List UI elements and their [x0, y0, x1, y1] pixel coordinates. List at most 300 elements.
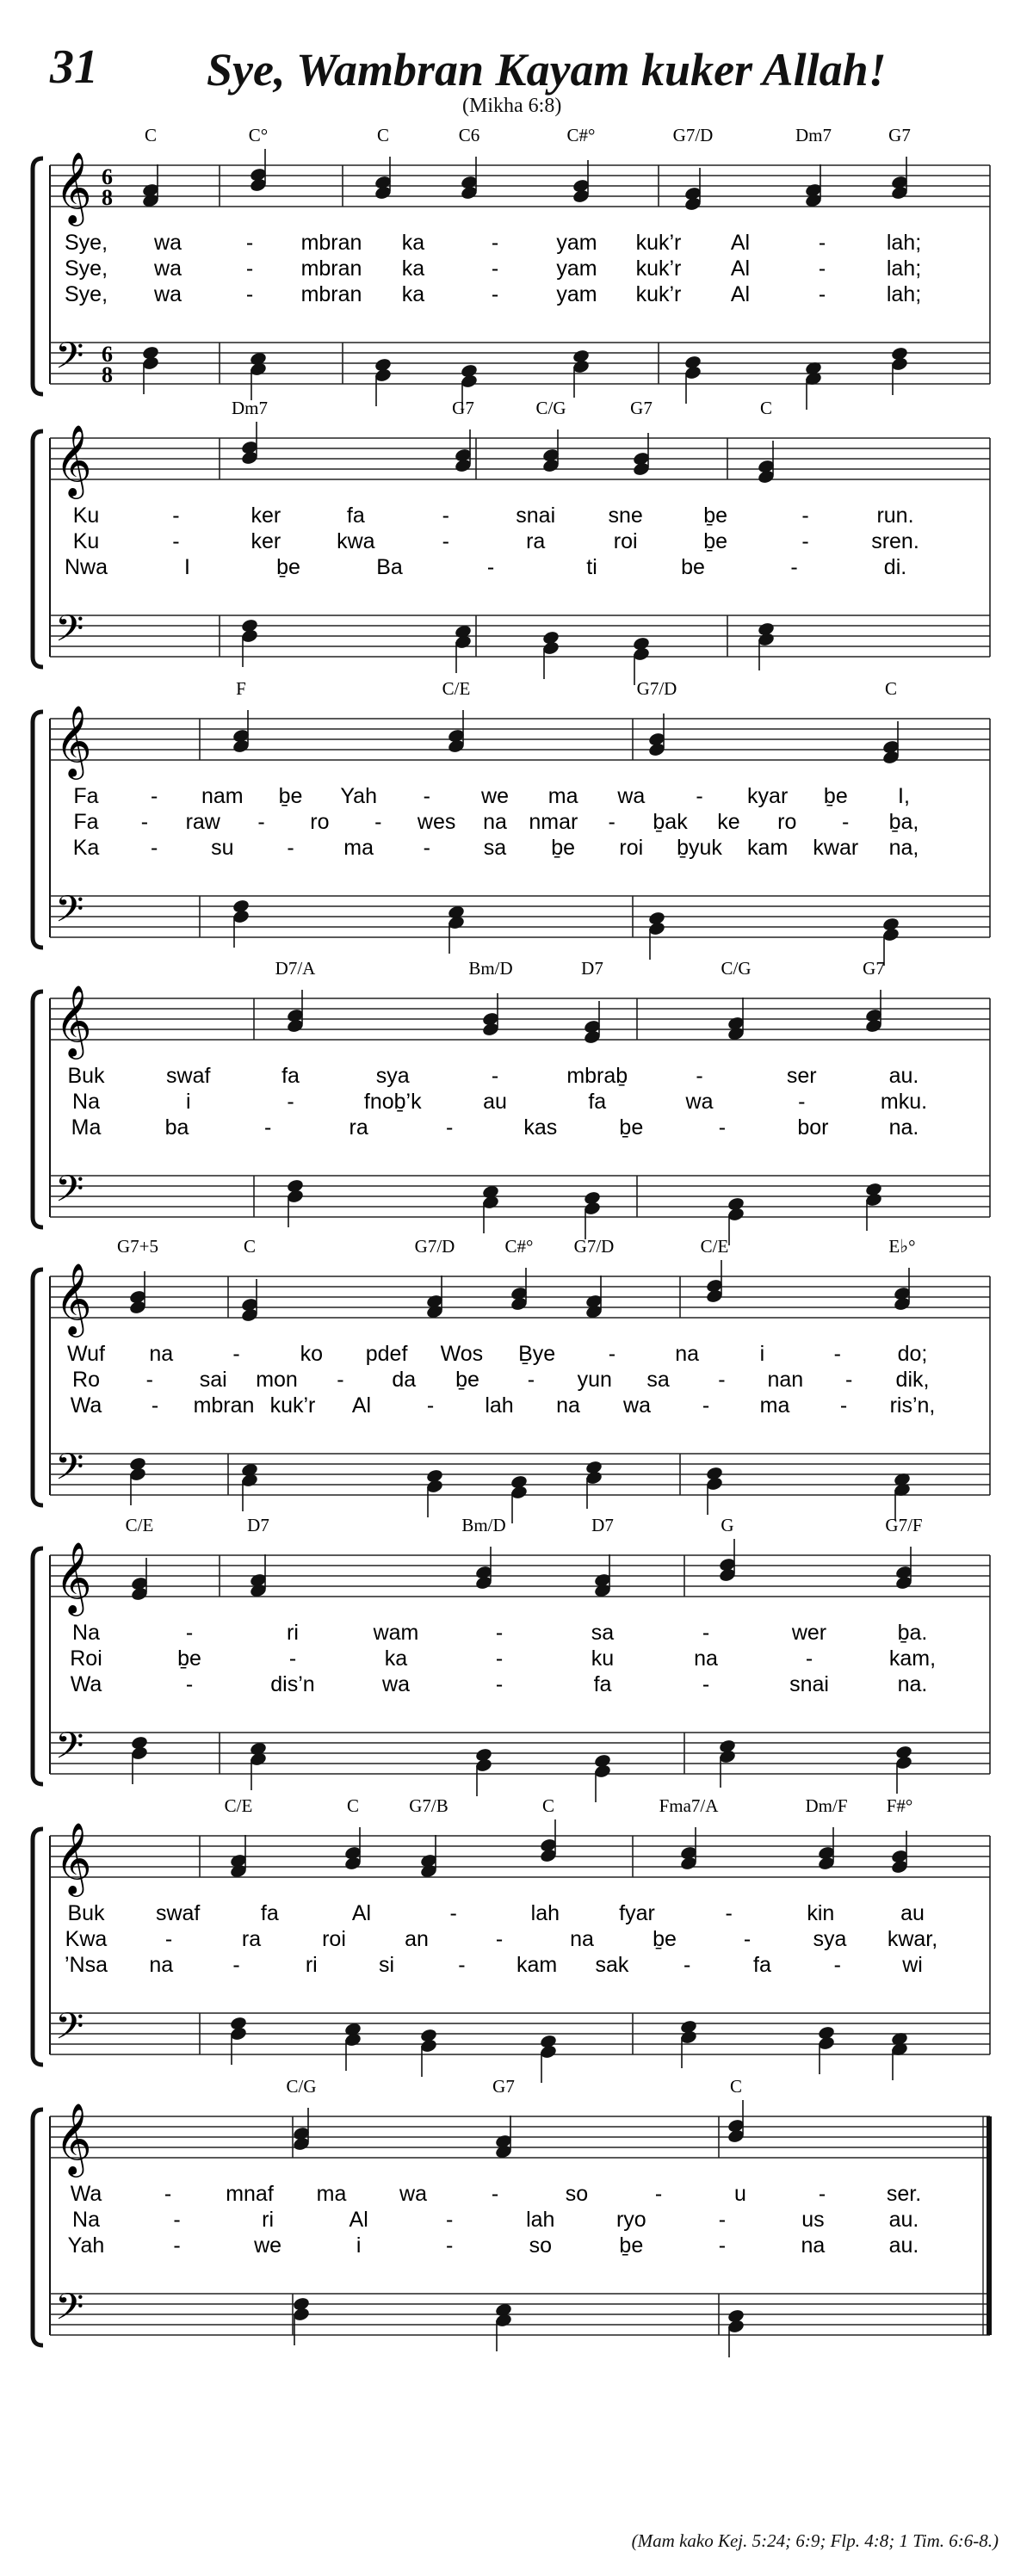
lyric-syllable: u [734, 2182, 746, 2206]
chord-symbol: C/E [700, 1236, 729, 1257]
bass-clef: 𝄢 [55, 1727, 84, 1776]
system-2 [33, 398, 990, 685]
lyric-hyphen: - [173, 2233, 181, 2258]
lyric-syllable: ri [305, 1953, 318, 1977]
bass-clef: 𝄢 [55, 609, 84, 658]
lyric-syllable: snai [789, 1672, 829, 1696]
lyric-syllable: mbran [300, 231, 362, 255]
lyric-hyphen: - [287, 836, 294, 860]
lyric-syllable: bor [797, 1115, 829, 1140]
chord-symbol: C#° [504, 1236, 534, 1257]
lyric-syllable: Wa [70, 1393, 102, 1418]
lyric-syllable: wa [154, 231, 182, 255]
lyric-syllable: Al [351, 1393, 372, 1418]
lyric-syllable: wa [154, 256, 182, 281]
lyric-hyphen: - [718, 2208, 727, 2232]
lyric-hyphen: - [232, 1953, 240, 1977]
lyric-hyphen: - [423, 784, 430, 808]
lyric-syllable: i [759, 1342, 765, 1366]
lyric-syllable: roi [613, 529, 638, 553]
lyric-hyphen: - [718, 2233, 727, 2258]
chord-symbol: E♭° [888, 1236, 916, 1257]
lyric-syllable: na [149, 1953, 174, 1977]
lyric-syllable: sai [199, 1368, 227, 1392]
lyric-hyphen: - [844, 1368, 853, 1392]
lyric-syllable: sren. [871, 529, 919, 553]
lyric-syllable: Ba [376, 555, 403, 579]
lyric-syllable: mon [256, 1368, 298, 1392]
lyric-syllable: ḇak [653, 810, 688, 834]
lyric-syllable: yam [556, 282, 597, 306]
lyric-syllable: wa [685, 1090, 714, 1114]
lyric-hyphen: - [491, 256, 499, 281]
lyric-syllable: ke [717, 810, 740, 834]
lyric-hyphen: - [172, 503, 180, 528]
lyric-syllable: ra [241, 1927, 262, 1951]
lyric-syllable: Sye, [64, 256, 108, 281]
lyric-syllable: Na [72, 1090, 100, 1114]
lyric-hyphen: - [446, 1115, 454, 1140]
lyric-syllable: ti [586, 555, 597, 579]
system-bracket [33, 431, 43, 667]
lyric-syllable: ḇe [278, 784, 303, 808]
lyric-syllable: ko [300, 1342, 324, 1366]
chord-symbol: D7 [581, 958, 603, 979]
lyric-hyphen: - [818, 256, 826, 281]
lyric-syllable: ker [251, 529, 281, 553]
lyric-hyphen: - [263, 1115, 272, 1140]
lyric-syllable: mnaf [226, 2182, 274, 2206]
lyric-hyphen: - [245, 256, 254, 281]
lyric-hyphen: - [287, 1090, 294, 1114]
lyric-syllable: au. [888, 1064, 919, 1088]
lyric-hyphen: - [527, 1368, 535, 1392]
lyric-syllable: ra [349, 1115, 368, 1140]
lyric-hyphen: - [818, 2182, 826, 2206]
lyric-syllable: au. [888, 2233, 919, 2258]
chord-symbol: G7/D [414, 1236, 455, 1257]
chord-symbol: Fma7/A [659, 1795, 719, 1816]
lyric-syllable: ma [547, 784, 578, 808]
lyric-hyphen: - [374, 810, 382, 834]
lyric-syllable: kyar [747, 784, 789, 808]
hymn-number: 31 [50, 40, 98, 94]
lyric-syllable: fa [260, 1901, 279, 1925]
chord-symbol: C [346, 1795, 360, 1816]
lyric-syllable: ḇyuk [677, 836, 722, 860]
lyric-hyphen: - [839, 1393, 848, 1418]
lyric-syllable: ma [759, 1393, 790, 1418]
lyric-syllable: nam [201, 784, 244, 808]
lyric-syllable: wam [373, 1621, 419, 1645]
lyric-syllable: Ro [72, 1368, 100, 1392]
lyric-syllable: ma [343, 836, 374, 860]
lyric-syllable: Wa [70, 2182, 102, 2206]
lyric-hyphen: - [442, 529, 449, 553]
lyric-syllable: ḇe [177, 1646, 201, 1671]
lyric-hyphen: - [495, 1672, 504, 1696]
lyric-syllable: ser. [886, 2182, 922, 2206]
lyric-syllable: kuk’r [635, 282, 682, 306]
lyric-syllable: Yah [67, 2233, 105, 2258]
lyric-hyphen: - [495, 1646, 504, 1671]
lyric-syllable: yam [556, 231, 597, 255]
lyric-syllable: sya [375, 1064, 410, 1088]
lyric-syllable: ḇe [823, 784, 848, 808]
system-4 [33, 958, 990, 1245]
chord-symbol: C [884, 678, 898, 699]
lyric-hyphen: - [608, 1342, 616, 1366]
lyric-syllable: I, [898, 784, 910, 808]
lyric-syllable: na [556, 1393, 580, 1418]
system-bracket [33, 158, 43, 394]
system-bracket [33, 991, 43, 1227]
treble-clef: 𝄞 [55, 153, 92, 222]
lyric-syllable: lah [526, 2208, 555, 2232]
system-bracket [33, 2110, 43, 2345]
lyric-syllable: i [356, 2233, 362, 2258]
lyric-hyphen: - [743, 1927, 752, 1951]
lyric-hyphen: - [288, 1646, 297, 1671]
lyric-syllable: na [694, 1646, 718, 1671]
lyric-syllable: Sye, [64, 282, 108, 306]
chord-symbol: Dm7 [232, 398, 268, 418]
chord-symbol: G7 [863, 958, 885, 979]
time-signature-bottom: 8 [102, 185, 113, 210]
lyric-syllable: wa [399, 2182, 427, 2206]
lyric-syllable: sya [813, 1927, 847, 1951]
lyric-syllable: Na [72, 2208, 100, 2232]
lyric-syllable: wi [902, 1953, 923, 1977]
chord-symbol: Dm/F [805, 1795, 848, 1816]
lyric-syllable: so [529, 2233, 552, 2258]
lyric-hyphen: - [446, 2208, 454, 2232]
lyric-syllable: kuk’r [269, 1393, 316, 1418]
lyric-syllable: ḇa. [897, 1621, 928, 1645]
lyric-hyphen: - [718, 1115, 727, 1140]
lyric-syllable: we [481, 784, 509, 808]
system-6 [33, 1515, 990, 1802]
lyric-syllable: nmar [529, 810, 578, 834]
lyric-syllable: di. [883, 555, 907, 579]
lyric-syllable: lah; [886, 231, 922, 255]
chord-symbol: C/E [224, 1795, 253, 1816]
lyric-syllable: wa [382, 1672, 410, 1696]
lyric-syllable: wa [623, 1393, 651, 1418]
lyric-syllable: mku. [880, 1090, 928, 1114]
lyric-hyphen: - [654, 2182, 663, 2206]
lyric-syllable: roi [619, 836, 644, 860]
lyric-syllable: run. [876, 503, 914, 528]
lyric-syllable: snai [516, 503, 556, 528]
lyric-syllable: ro [310, 810, 330, 834]
lyric-syllable: pdef [365, 1342, 408, 1366]
lyric-syllable: Al [730, 231, 751, 255]
chord-symbol: C [376, 125, 390, 145]
chord-symbol: D7/A [275, 958, 316, 979]
lyric-syllable: Ma [71, 1115, 102, 1140]
lyric-syllable: Al [349, 2208, 368, 2232]
bass-clef: 𝄢 [55, 890, 84, 939]
lyric-syllable: fa [346, 503, 365, 528]
lyric-syllable: sak [595, 1953, 629, 1977]
lyric-syllable: ser [786, 1064, 817, 1088]
chord-symbol: G [721, 1515, 734, 1535]
lyric-hyphen: - [145, 1368, 154, 1392]
lyric-syllable: na [570, 1927, 594, 1951]
lyric-hyphen: - [702, 1621, 710, 1645]
lyric-hyphen: - [151, 784, 158, 808]
chord-symbol: C#° [566, 125, 596, 145]
lyric-syllable: kuk’r [635, 256, 682, 281]
lyric-hyphen: - [702, 1672, 710, 1696]
lyric-syllable: ri [287, 1621, 299, 1645]
system-7 [33, 1795, 990, 2083]
lyric-hyphen: - [491, 2182, 499, 2206]
lyric-syllable: na [149, 1342, 174, 1366]
lyric-syllable: Fa [73, 810, 99, 834]
scripture-reference: (Mikha 6:8) [462, 95, 562, 117]
lyric-syllable: ro [777, 810, 797, 834]
system-bracket [33, 1829, 43, 2065]
lyric-syllable: kam [747, 836, 789, 860]
lyric-hyphen: - [725, 1901, 733, 1925]
chord-symbol: Bm/D [461, 1515, 506, 1535]
time-signature-top: 6 [102, 164, 113, 189]
system-bracket [33, 712, 43, 948]
lyric-syllable: an [405, 1927, 429, 1951]
lyric-syllable: ra [526, 529, 546, 553]
lyric-syllable: Buk [67, 1901, 105, 1925]
lyric-syllable: fa [588, 1090, 607, 1114]
lyric-hyphen: - [151, 836, 158, 860]
chord-symbol: G7 [630, 398, 653, 418]
chord-symbol: C/G [286, 2076, 317, 2097]
lyric-hyphen: - [801, 503, 809, 528]
chord-symbol: G7 [492, 2076, 515, 2097]
lyric-hyphen: - [185, 1621, 194, 1645]
lyric-hyphen: - [798, 1090, 806, 1114]
lyric-syllable: ḇe [551, 836, 576, 860]
lyric-hyphen: - [608, 810, 615, 834]
treble-clef: 𝄞 [55, 986, 92, 1055]
lyric-syllable: au [483, 1090, 507, 1114]
lyric-hyphen: - [140, 810, 149, 834]
lyric-syllable: wer [791, 1621, 827, 1645]
lyric-hyphen: - [185, 1672, 194, 1696]
hymn-title: Sye, Wambran Kayam kuker Allah! [207, 44, 887, 96]
lyric-syllable: ryo [615, 2208, 646, 2232]
lyric-syllable: ri [262, 2208, 275, 2232]
lyric-syllable: swaf [155, 1901, 201, 1925]
lyric-syllable: I [184, 555, 190, 579]
lyric-syllable: na [801, 2233, 826, 2258]
footer-references: (Mam kako Kej. 5:24; 6:9; Flp. 4:8; 1 Tim. 6:6-8.) [631, 2530, 999, 2551]
lyric-syllable: Ku [72, 529, 100, 553]
lyric-syllable: ḇe [619, 2233, 644, 2258]
lyric-syllable: ka [384, 1646, 408, 1671]
lyric-syllable: fa [753, 1953, 771, 1977]
lyric-hyphen: - [426, 1393, 435, 1418]
lyric-syllable: lah; [886, 282, 922, 306]
lyric-syllable: kwar [813, 836, 859, 860]
lyric-syllable: nan [767, 1368, 804, 1392]
system-3 [33, 678, 990, 966]
lyric-syllable: ḇe [619, 1115, 644, 1140]
lyric-syllable: lah; [886, 256, 922, 281]
chord-symbol: C [144, 125, 158, 145]
chord-symbol: G7/B [409, 1795, 448, 1816]
system-bracket [33, 1269, 43, 1505]
lyric-syllable: yam [556, 256, 597, 281]
lyric-syllable: Ku [72, 503, 100, 528]
lyric-hyphen: - [702, 1393, 710, 1418]
chord-symbol: G7 [452, 398, 474, 418]
lyric-syllable: su [211, 836, 234, 860]
lyric-hyphen: - [718, 1368, 726, 1392]
lyric-hyphen: - [495, 1927, 504, 1951]
lyric-syllable: ’Nsa [64, 1953, 108, 1977]
lyric-syllable: fyar [619, 1901, 655, 1925]
lyric-hyphen: - [790, 555, 798, 579]
lyric-syllable: Nwa [64, 555, 108, 579]
lyric-syllable: au. [888, 2208, 919, 2232]
lyric-hyphen: - [164, 1927, 173, 1951]
system-8 [33, 2076, 992, 2357]
lyric-hyphen: - [458, 1953, 466, 1977]
lyric-hyphen: - [423, 836, 430, 860]
lyric-hyphen: - [696, 784, 703, 808]
lyric-hyphen: - [818, 231, 826, 255]
lyric-syllable: si [379, 1953, 395, 1977]
lyric-syllable: ka [401, 282, 425, 306]
lyric-syllable: kam [516, 1953, 558, 1977]
lyric-syllable: Buk [67, 1064, 105, 1088]
lyric-hyphen: - [491, 1064, 499, 1088]
lyric-syllable: dik, [895, 1368, 930, 1392]
lyric-syllable: ker [251, 503, 281, 528]
chord-symbol: F#° [886, 1795, 913, 1816]
treble-clef: 𝄞 [55, 707, 92, 775]
lyric-hyphen: - [257, 810, 265, 834]
lyric-syllable: wa [617, 784, 646, 808]
lyric-syllable: ḇe [276, 555, 300, 579]
lyric-syllable: da [392, 1368, 417, 1392]
lyric-syllable: mbran [300, 256, 362, 281]
lyric-hyphen: - [164, 2182, 172, 2206]
treble-clef: 𝄞 [55, 2104, 92, 2173]
lyric-hyphen: - [486, 555, 495, 579]
bass-clef: 𝄢 [55, 337, 84, 386]
lyric-syllable: fa [593, 1672, 612, 1696]
chord-symbol: C/G [721, 958, 752, 979]
lyric-syllable: kwa [337, 529, 375, 553]
lyric-syllable: roi [322, 1927, 346, 1951]
lyric-syllable: ku [591, 1646, 615, 1671]
lyric-syllable: na [483, 810, 507, 834]
lyric-hyphen: - [818, 282, 826, 306]
lyric-syllable: fnoḇ’k [363, 1090, 422, 1114]
time-signature-top: 6 [102, 342, 113, 367]
chord-symbol: Dm7 [795, 125, 832, 145]
lyric-hyphen: - [495, 1621, 504, 1645]
bass-clef: 𝄢 [55, 2288, 84, 2337]
chord-symbol: F [236, 678, 246, 699]
chord-symbol: C° [248, 125, 269, 145]
lyric-syllable: Sye, [64, 231, 108, 255]
lyric-syllable: Ḇye [518, 1342, 556, 1366]
chord-symbol: G7 [888, 125, 911, 145]
lyric-syllable: be [681, 555, 705, 579]
lyric-syllable: ḇa, [888, 810, 919, 834]
chord-symbol: Bm/D [468, 958, 513, 979]
lyric-syllable: so [565, 2182, 589, 2206]
lyric-hyphen: - [151, 1393, 159, 1418]
lyric-syllable: swaf [166, 1064, 211, 1088]
lyric-syllable: ḇe [703, 529, 728, 553]
lyric-syllable: kwar, [887, 1927, 938, 1951]
lyric-syllable: kas [523, 1115, 558, 1140]
treble-clef: 𝄞 [55, 426, 92, 495]
lyric-syllable: na, [888, 836, 919, 860]
lyric-hyphen: - [833, 1953, 841, 1977]
lyric-hyphen: - [173, 2208, 181, 2232]
bass-clef: 𝄢 [55, 1170, 84, 1219]
lyric-hyphen: - [491, 282, 499, 306]
lyric-syllable: Wuf [67, 1342, 105, 1366]
lyric-syllable: Yah [340, 784, 377, 808]
lyric-syllable: Wa [70, 1672, 102, 1696]
lyric-hyphen: - [449, 1901, 457, 1925]
system-bracket [33, 1548, 43, 1784]
lyric-syllable: dis’n [270, 1672, 315, 1696]
chord-symbol: C [759, 398, 773, 418]
chord-symbol: G7/D [573, 1236, 615, 1257]
lyric-syllable: na. [888, 1115, 919, 1140]
lyric-syllable: ka [401, 231, 425, 255]
lyric-hyphen: - [337, 1368, 344, 1392]
lyric-syllable: we [254, 2233, 282, 2258]
time-signature-bottom: 8 [102, 362, 113, 387]
lyric-syllable: wes [417, 810, 456, 834]
system-5 [33, 1236, 990, 1523]
treble-clef: 𝄞 [55, 1824, 92, 1893]
lyric-syllable: sa [646, 1368, 670, 1392]
chord-symbol: G7/D [636, 678, 677, 699]
lyric-hyphen: - [232, 1342, 240, 1366]
chord-symbol: C [243, 1236, 257, 1257]
chord-symbol: G7/F [885, 1515, 923, 1535]
chord-symbol: G7/D [672, 125, 714, 145]
lyric-syllable: kam, [888, 1646, 937, 1671]
lyric-syllable: mbran [193, 1393, 255, 1418]
system-1 [33, 125, 990, 412]
lyric-syllable: fa [281, 1064, 300, 1088]
chord-symbol: C/E [125, 1515, 154, 1535]
lyric-syllable: Al [730, 256, 751, 281]
lyric-syllable: ka [401, 256, 425, 281]
lyric-syllable: na [675, 1342, 700, 1366]
lyric-syllable: Kwa [65, 1927, 108, 1951]
lyric-hyphen: - [833, 1342, 841, 1366]
chord-symbol: C [729, 2076, 743, 2097]
lyric-hyphen: - [841, 810, 850, 834]
lyric-syllable: raw [185, 810, 220, 834]
lyric-hyphen: - [805, 1646, 813, 1671]
lyric-syllable: wa [154, 282, 182, 306]
lyric-hyphen: - [801, 529, 809, 553]
lyric-syllable: Fa [73, 784, 99, 808]
